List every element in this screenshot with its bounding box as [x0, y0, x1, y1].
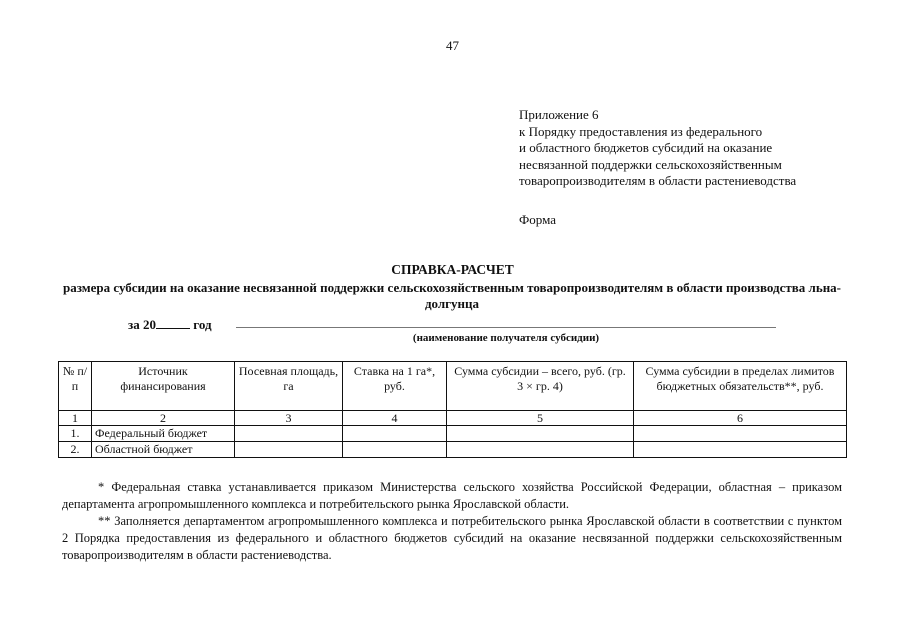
- header-rate: Ставка на 1 га*, руб.: [343, 362, 447, 411]
- period-suffix: год: [193, 317, 212, 332]
- footnote-federal-rate: * Федеральная ставка устанавливается приказом Министерства сельского хозяйства Российской Федерации, областная – приказом департамента агропромышленного комплекса и потребительского рынка Ярославской области.: [62, 480, 842, 511]
- column-number: 4: [343, 411, 447, 426]
- document-title: СПРАВКА-РАСЧЕТ: [391, 262, 514, 277]
- column-number: 5: [447, 411, 634, 426]
- footnote-limit: ** Заполняется департаментом агропромышленного комплекса и потребительского рынка Ярославской области в соответствии с пунктом 2 Порядка предоставления из федерального и областного бюджетов субсидий на оказание несвязанной поддержки сельскохозяйственным товаропроизводителям в области растениеводства.: [62, 514, 842, 562]
- funding-source: Областной бюджет: [92, 442, 235, 458]
- period-row: [128, 316, 212, 333]
- rate-cell[interactable]: [343, 442, 447, 458]
- limit-cell[interactable]: [634, 442, 847, 458]
- column-number: 3: [235, 411, 343, 426]
- header-total: Сумма субсидии – всего, руб. (гр. 3 × гр. 4): [447, 362, 634, 411]
- appendix-header: [519, 107, 796, 190]
- appendix-line: несвязанной поддержки сельскохозяйственным: [519, 156, 782, 172]
- table-row: [59, 426, 847, 442]
- total-cell[interactable]: [447, 442, 634, 458]
- header-limit: Сумма субсидии в пределах лимитов бюджетных обязательств**, руб.: [634, 362, 847, 411]
- row-number: 1.: [59, 426, 92, 442]
- funding-source: Федеральный бюджет: [92, 426, 235, 442]
- header-source: Источник финансирования: [92, 362, 235, 411]
- recipient-caption: (наименование получателя субсидии): [412, 332, 600, 344]
- period-prefix: за 20: [128, 317, 156, 332]
- document-subtitle: размера субсидии на оказание несвязанной поддержки сельскохозяйственным товаропроизводителям в области производства льна-долгунца: [62, 280, 842, 311]
- column-number: 2: [92, 411, 235, 426]
- area-cell[interactable]: [235, 426, 343, 442]
- table-row: [59, 442, 847, 458]
- total-cell[interactable]: [447, 426, 634, 442]
- row-number: 2.: [59, 442, 92, 458]
- appendix-line: к Порядку предоставления из федерального: [519, 123, 763, 139]
- table-header-row: [59, 362, 847, 411]
- column-number: 1: [59, 411, 92, 426]
- rate-cell[interactable]: [343, 426, 447, 442]
- recipient-name-field[interactable]: [236, 327, 776, 328]
- subsidy-table: [58, 361, 847, 458]
- area-cell[interactable]: [235, 442, 343, 458]
- header-number: № п/п: [59, 362, 92, 411]
- column-number-row: [59, 411, 847, 426]
- form-label: Форма: [519, 212, 556, 227]
- appendix-line: товаропроизводителям в области растениеводства: [519, 173, 797, 188]
- footnotes: [62, 479, 842, 564]
- appendix-line: Приложение 6: [519, 107, 599, 122]
- appendix-line: и областного бюджетов субсидий на оказание: [519, 140, 773, 155]
- year-blank-field[interactable]: [156, 316, 190, 329]
- column-number: 6: [634, 411, 847, 426]
- header-area: Посевная площадь, га: [235, 362, 343, 411]
- limit-cell[interactable]: [634, 426, 847, 442]
- page-number: 47: [446, 38, 459, 53]
